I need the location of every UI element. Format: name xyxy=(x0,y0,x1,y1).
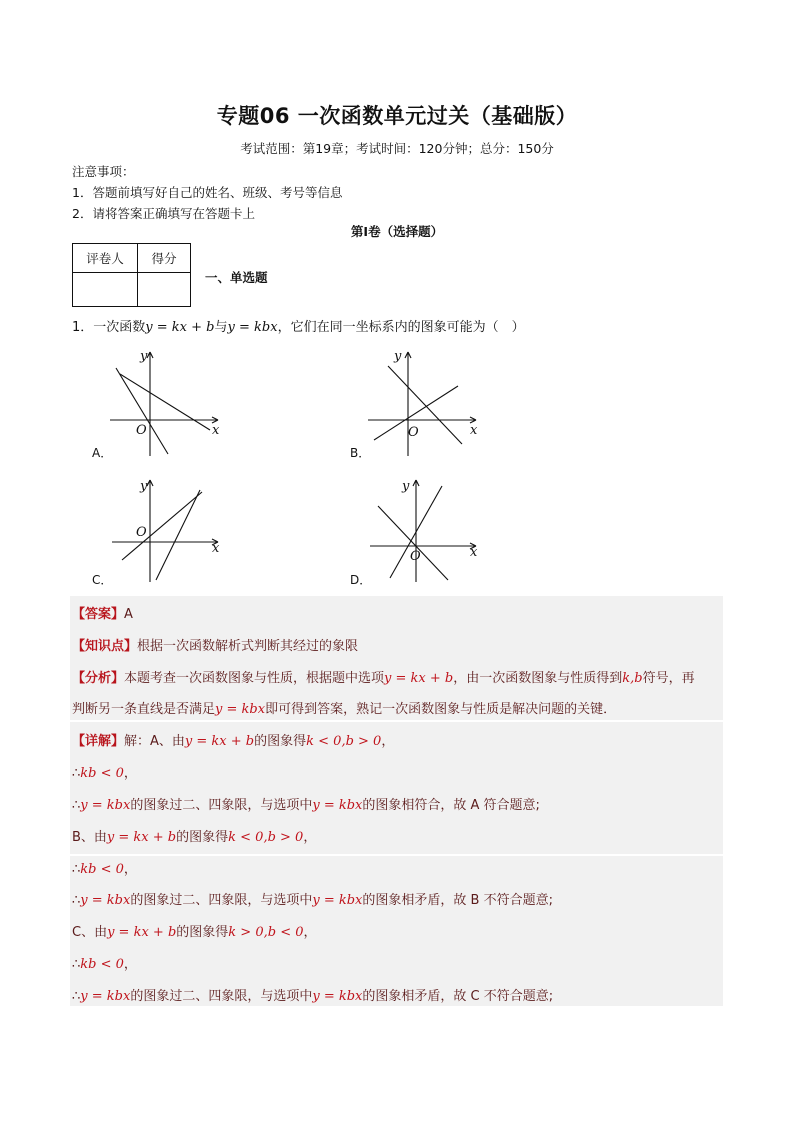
detail-text: 的图象相矛盾，故 B 不符合题意; xyxy=(362,893,553,908)
detail-math: k < 0,b > 0 xyxy=(306,734,382,749)
detail-text: 解：A、由 xyxy=(124,734,185,749)
detail-text: 的图象相矛盾，故 C 不符合题意; xyxy=(362,989,554,1004)
detail-math: y = kbx xyxy=(312,798,363,813)
option-a-label[interactable]: A． xyxy=(92,446,113,460)
detail-math: k > 0,b < 0 xyxy=(228,925,304,940)
detail-line-6 xyxy=(72,889,553,908)
grader-cell[interactable] xyxy=(73,273,138,307)
detail-text: ∴ xyxy=(72,893,81,908)
notes-heading: 注意事项： xyxy=(72,164,135,179)
detail-line-9 xyxy=(72,985,553,1004)
question-1 xyxy=(72,316,525,335)
detail-text: 的图象得 xyxy=(254,734,307,749)
grader-col-header: 评卷人 xyxy=(73,244,138,273)
detail-math: y = kbx xyxy=(80,893,131,908)
analysis-text: 即可得到答案，熟记一次函数图象与性质是解决问题的关键． xyxy=(265,702,617,717)
analysis-text: 判断另一条直线是否满足 xyxy=(72,702,216,717)
detail-text: 的图象过二、四象限，与选项中 xyxy=(130,893,313,908)
origin-label: O xyxy=(136,423,147,438)
line-1 xyxy=(378,506,448,580)
origin-label: O xyxy=(408,425,419,440)
line-1 xyxy=(122,492,202,560)
detail-text: ， xyxy=(381,734,395,749)
detail-math: kb < 0 xyxy=(80,957,124,972)
detail-text: ∴ xyxy=(72,862,81,877)
section-title: 一、单选题 xyxy=(205,270,268,285)
y-label: y xyxy=(140,479,148,494)
x-label: x xyxy=(470,545,478,560)
exam-info: 考试范围：第19章；考试时间：120分钟；总分：150分 xyxy=(240,141,554,156)
graph-b[interactable] xyxy=(368,348,486,456)
analysis-line-2 xyxy=(72,698,616,717)
score-cell[interactable] xyxy=(138,273,191,307)
detail-text: 的图象过二、四象限，与选项中 xyxy=(130,798,313,813)
detail-line-4 xyxy=(72,826,316,845)
graph-d[interactable] xyxy=(370,476,488,584)
origin-label: O xyxy=(410,549,421,564)
detail-text: 的图象得 xyxy=(176,830,229,845)
analysis-text: ，由一次函数图象与性质得到 xyxy=(453,671,623,686)
detail-line-1 xyxy=(72,730,394,749)
page-title: 专题06 一次函数单元过关（基础版） xyxy=(216,104,578,128)
line-1 xyxy=(116,368,168,454)
detail-math: y = kx + b xyxy=(106,830,177,845)
part-title: 第I卷（选择题） xyxy=(350,224,444,239)
line-2 xyxy=(156,490,200,580)
detail-line-3 xyxy=(72,794,540,813)
detail-text: ， xyxy=(123,957,137,972)
detail-math: y = kbx xyxy=(80,989,131,1004)
detail-text: ， xyxy=(123,862,137,877)
option-c-label[interactable]: C． xyxy=(92,573,113,587)
detail-math: y = kx + b xyxy=(107,925,177,940)
detail-line-7 xyxy=(72,921,317,940)
detail-math: kb < 0 xyxy=(80,862,124,877)
answer-line xyxy=(72,603,133,622)
detail-text: B、由 xyxy=(72,830,107,845)
analysis-math: k,b xyxy=(622,671,643,686)
x-label: x xyxy=(212,423,220,438)
detail-math: kb < 0 xyxy=(80,766,124,781)
question-text: 一次函数 xyxy=(93,320,146,335)
graph-c[interactable] xyxy=(112,476,230,584)
analysis-math: y = kbx xyxy=(215,702,266,717)
question-number: 1． xyxy=(72,320,94,335)
analysis-tag: 【分析】 xyxy=(72,671,125,686)
analysis-math: y = kx + b xyxy=(384,671,454,686)
detail-math: k < 0,b > 0 xyxy=(228,830,304,845)
detail-text: ， xyxy=(123,766,137,781)
line-2 xyxy=(388,366,462,444)
knowledge-text: 根据一次函数解析式判断其经过的象限 xyxy=(137,639,359,654)
detail-text: ∴ xyxy=(72,989,81,1004)
question-text: ，它们在同一坐标系内的图象可能为（ ） xyxy=(277,320,525,335)
answer-tag: 【答案】 xyxy=(72,607,125,622)
option-b-label[interactable]: B． xyxy=(350,446,371,460)
detail-text: 的图象得 xyxy=(176,925,229,940)
detail-text: 的图象相符合，故 A 符合题意; xyxy=(362,798,540,813)
question-expr-2: y = kbx xyxy=(227,320,278,335)
question-expr-1: y = kx + b xyxy=(145,320,215,335)
line-2 xyxy=(120,374,210,430)
x-label: x xyxy=(212,541,220,556)
origin-label: O xyxy=(136,525,147,540)
detail-line-8 xyxy=(72,953,137,972)
detail-text: ∴ xyxy=(72,957,81,972)
detail-math: y = kx + b xyxy=(184,734,255,749)
detail-line-2 xyxy=(72,762,137,781)
knowledge-tag: 【知识点】 xyxy=(72,639,138,654)
question-text: 与 xyxy=(214,320,228,335)
detail-text: C、由 xyxy=(72,925,108,940)
detail-math: y = kbx xyxy=(80,798,131,813)
y-label: y xyxy=(394,349,402,364)
detail-math: y = kbx xyxy=(312,893,363,908)
detail-text: ∴ xyxy=(72,766,81,781)
detail-text: 的图象过二、四象限，与选项中 xyxy=(130,989,313,1004)
notes-item-2: 2．请将答案正确填写在答题卡上 xyxy=(72,206,255,221)
y-label: y xyxy=(402,479,410,494)
graph-a[interactable] xyxy=(110,348,228,456)
analysis-text: 符号，再 xyxy=(642,671,695,686)
x-label: x xyxy=(470,423,478,438)
score-col-header: 得分 xyxy=(138,244,191,273)
option-d-label[interactable]: D． xyxy=(350,573,372,587)
y-label: y xyxy=(140,349,148,364)
knowledge-line xyxy=(72,635,358,654)
detail-text: ， xyxy=(303,925,317,940)
notes-item-1: 1．答题前填写好自己的姓名、班级、考号等信息 xyxy=(72,185,343,200)
detail-text: ∴ xyxy=(72,798,81,813)
grader-table xyxy=(72,243,191,307)
answer-value: A xyxy=(124,607,133,622)
analysis-line-1 xyxy=(72,667,695,686)
detail-math: y = kbx xyxy=(312,989,363,1004)
detail-line-5 xyxy=(72,858,137,877)
detail-text: ， xyxy=(303,830,317,845)
detail-tag: 【详解】 xyxy=(72,734,125,749)
analysis-text: 本题考查一次函数图象与性质，根据题中选项 xyxy=(124,671,385,686)
